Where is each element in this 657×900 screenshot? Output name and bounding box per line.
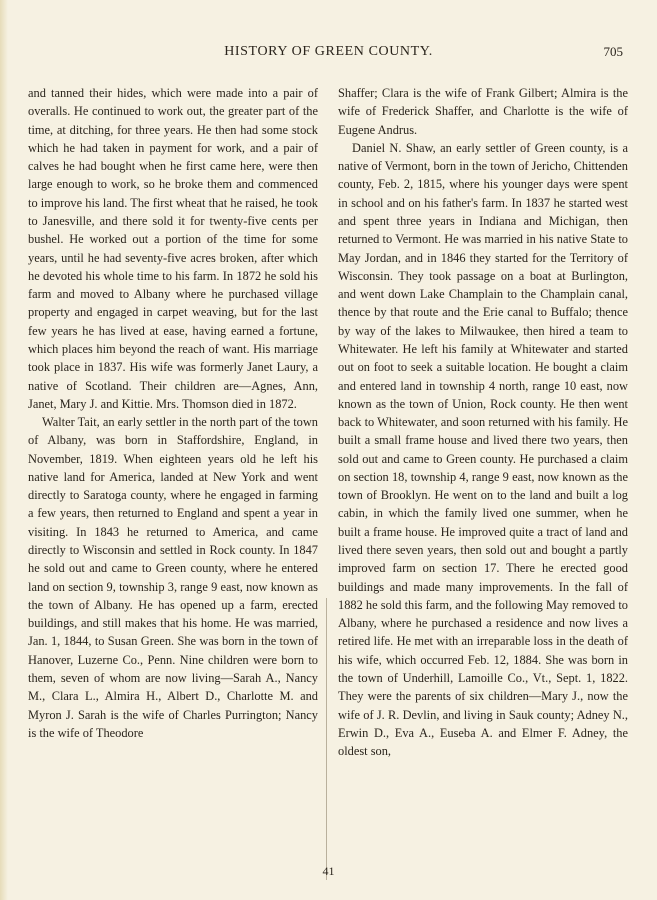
page-number: 705 <box>603 44 623 59</box>
paragraph-tait-continued: Shaffer; Clara is the wife of Frank Gilbert; Almira is the wife of Frederick Shaffer, and Charlotte is the wife of Eugene Andrus. <box>338 86 628 137</box>
paragraph-thomson-continued: and tanned their hides, which were made into a pair of overalls. He continued to work out, the greater part of the time, at ditching, for three years. He then had some stock which he had taken in payment for work, and a pair of calves he had bought when he first came here, were then large enough to work, so he broke them and commenced to improve his land. The first wheat that he raised, he took to Janesville, and there sold it for twenty-five cents per bushel. He worked out a portion of the time for some years, until he had seventy-five acres broken, after which he devoted his whole time to his farm. In 1872 he sold his farm and moved to Albany where he purchased village property and engaged in carpet weaving, but for the last few years he has lived at ease, having earned a fortune, which places him beyond the reach of want. His marriage took place in 1837. His wife was formerly Janet Laury, a native of Scotland. Their children are—Agnes, Ann, Janet, Mary J. and Kittie. Mrs. Thomson died in 1872. <box>28 86 318 411</box>
paragraph-daniel-shaw: Daniel N. Shaw, an early settler of Green county, is a native of Vermont, born in the town of Jericho, Chittenden county, Feb. 2, 1815, where his younger days were spent in school and on his father's farm. In 1837 he started west and spent three years in Indiana and Michigan, then returned to Vermont. He was married in his native State to May Jordan, and in 1846 they started for the Territory of Wisconsin. They took passage on a boat at Burlington, and went down Lake Champlain to the Champlain canal, thence by that route and the Erie canal to Buffalo; thence by way of the lakes to Milwaukee, then hired a team to Whitewater. He left his family at Whitewater and started out on foot to seek a suitable location. He bought a claim and entered land in township 4 north, range 10 east, now known as the town of Union, Rock county. He then went back to Whitewater, and soon returned with his family. He built a small frame house and lived there two years, then sold out and came to Green county. He purchased a claim on section 18, township 4, range 9 east, now known as the town of Brooklyn. He went on to the land and built a log cabin, in which the family lived one summer, when he built a frame house. He improved quite a tract of land and lived there seven years, then sold out and bought a partly improved farm on section 17. There he erected good buildings and made many improvements. In the fall of 1882 he sold this farm, and the following May removed to Albany, where he purchased a residence and now lives a retired life. He met with an irreparable loss in the death of his wife, which occurred Feb. 12, 1884. She was born in the town of Underhill, Lamoille Co., Vt., Sept. 1, 1822. They were the parents of six children—Mary J., now the wife of J. R. Devlin, and living in Sauk county; Adney N., Erwin D., Eva A., Euseba A. and Elmer F. Adney, the oldest son, <box>338 140 628 759</box>
left-column <box>28 84 318 742</box>
right-column <box>338 84 628 760</box>
column-divider <box>326 598 327 880</box>
running-header <box>30 44 627 68</box>
page-edge-shading <box>0 0 8 900</box>
paragraph-walter-tait: Walter Tait, an early settler in the north part of the town of Albany, was born in Staffordshire, England, in November, 1819. When eighteen years old he left his native land for America, landed at New York and went directly to Saratoga county, where he engaged in farming a few years, then returned to England and spent a year in visiting. In 1843 he returned to America, and came directly to Wisconsin and settled in Rock county. In 1847 he sold out and came to Green county, where he entered land on section 9, township 3, range 9 east, now known as the town of Albany. He has opened up a farm, erected buildings, and still makes that his home. He was married, Jan. 1, 1844, to Susan Green. She was born in the town of Hanover, Luzerne Co., Penn. Nine children were born to them, seven of whom are now living—Sarah A., Nancy M., Clara L., Almira H., Albert D., Charlotte M. and Myron J. Sarah is the wife of Charles Purrington; Nancy is the wife of Theodore <box>28 415 318 740</box>
signature-mark: 41 <box>322 864 335 878</box>
running-title: HISTORY OF GREEN COUNTY. <box>224 44 433 59</box>
